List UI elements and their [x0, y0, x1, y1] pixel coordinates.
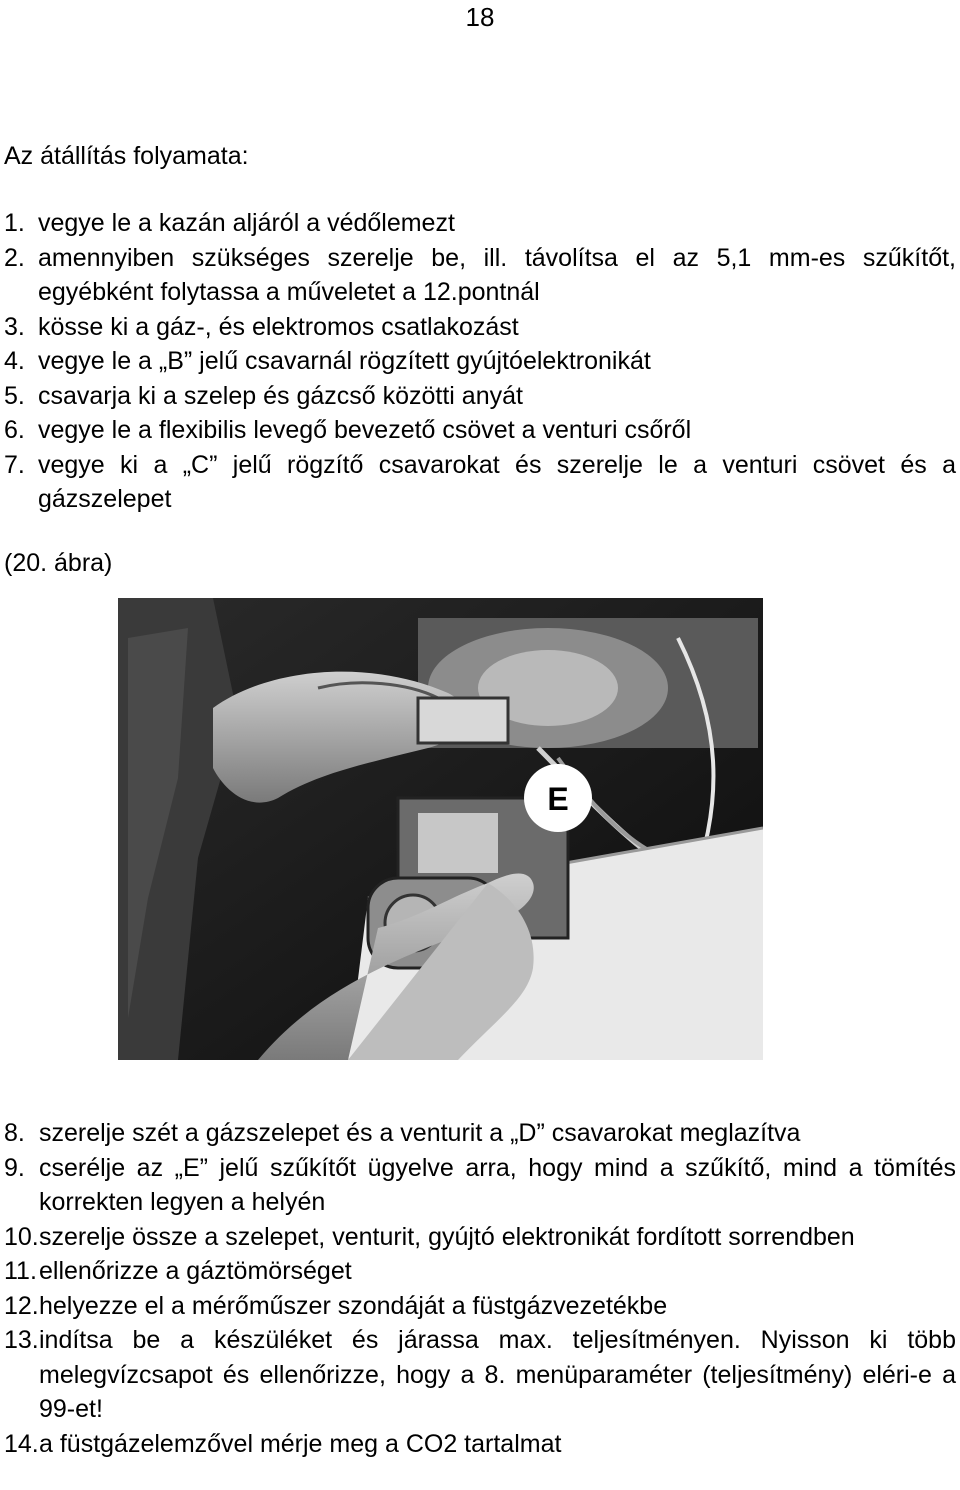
list-item [4, 448, 956, 517]
photo-illustration [118, 598, 763, 1060]
step-text: vegye le a „B” jelű csavarnál rögzített gyújtóelektronikát [38, 347, 651, 375]
step-number: 10. [4, 1222, 39, 1251]
step-text: cserélje az „E” jelű szűkítőt ügyelve arra, hogy mind a szűkítő, mind a tömítés korrekten legyen a helyén [39, 1153, 956, 1216]
step-text: helyezze el a mérőműszer szondáját a füstgázvezetékbe [39, 1291, 668, 1320]
step-number: 13. [4, 1326, 39, 1354]
step-number: 4. [4, 347, 25, 375]
step-number: 2. [4, 243, 25, 272]
list-item [4, 413, 956, 448]
step-text: vegye ki a „C” jelű rögzítő csavarokat és szerelje le a venturi csövet és a gázszelepet [38, 450, 956, 513]
step-text: szerelje szét a gázszelepet és a venturit a „D” csavarokat meglazítva [39, 1119, 801, 1147]
list-item [4, 206, 956, 241]
list-item [4, 1220, 956, 1255]
list-item [4, 241, 956, 310]
step-text: csavarja ki a szelep és gázcső közötti anyát [38, 381, 523, 410]
page-number: 18 [465, 2, 495, 32]
list-item [4, 1289, 956, 1324]
list-item [4, 310, 956, 345]
step-number: 3. [4, 312, 25, 341]
step-text: vegye le a kazán aljáról a védőlemezt [38, 209, 455, 237]
step-number: 5. [4, 381, 25, 410]
steps-list-before [4, 206, 956, 517]
step-text: szerelje össze a szelepet, venturit, gyújtó elektronikát fordított sorrendben [39, 1222, 855, 1251]
steps-list-after [4, 1116, 956, 1461]
list-item [4, 1151, 956, 1220]
list-item [4, 1254, 956, 1289]
step-number: 6. [4, 416, 25, 444]
list-item [4, 379, 956, 414]
step-number: 14. [4, 1429, 39, 1458]
figure-photo [118, 598, 763, 1060]
step-number: 7. [4, 450, 25, 479]
list-item [4, 1427, 956, 1462]
figure-caption: (20. ábra) [4, 549, 113, 577]
step-text: indítsa be a készüléket és járassa max. teljesítményen. Nyisson ki több melegvízcsapot és ellenőrizze, hogy a 8. menüparaméter (teljesítmény) eléri-e a 99-et! [39, 1326, 956, 1423]
step-number: 11. [4, 1257, 37, 1285]
step-text: amennyiben szükséges szerelje be, ill. távolítsa el az 5,1 mm-es szűkítőt, egyébként folytassa a műveletet a 12.pontnál [38, 243, 956, 306]
figure-label: E [547, 781, 569, 817]
list-item [4, 1323, 956, 1427]
step-number: 9. [4, 1153, 25, 1182]
step-text: ellenőrizze a gáztömörséget [39, 1257, 352, 1285]
step-number: 8. [4, 1119, 25, 1147]
step-number: 1. [4, 209, 25, 237]
list-item [4, 1116, 956, 1151]
step-text: a füstgázelemzővel mérje meg a CO2 tartalmat [39, 1429, 562, 1458]
step-text: kösse ki a gáz-, és elektromos csatlakozást [38, 312, 519, 341]
step-text: vegye le a flexibilis levegő bevezető csövet a venturi csőről [38, 416, 692, 444]
step-number: 12. [4, 1291, 39, 1320]
list-item [4, 344, 956, 379]
section-heading: Az átállítás folyamata: [4, 142, 249, 170]
